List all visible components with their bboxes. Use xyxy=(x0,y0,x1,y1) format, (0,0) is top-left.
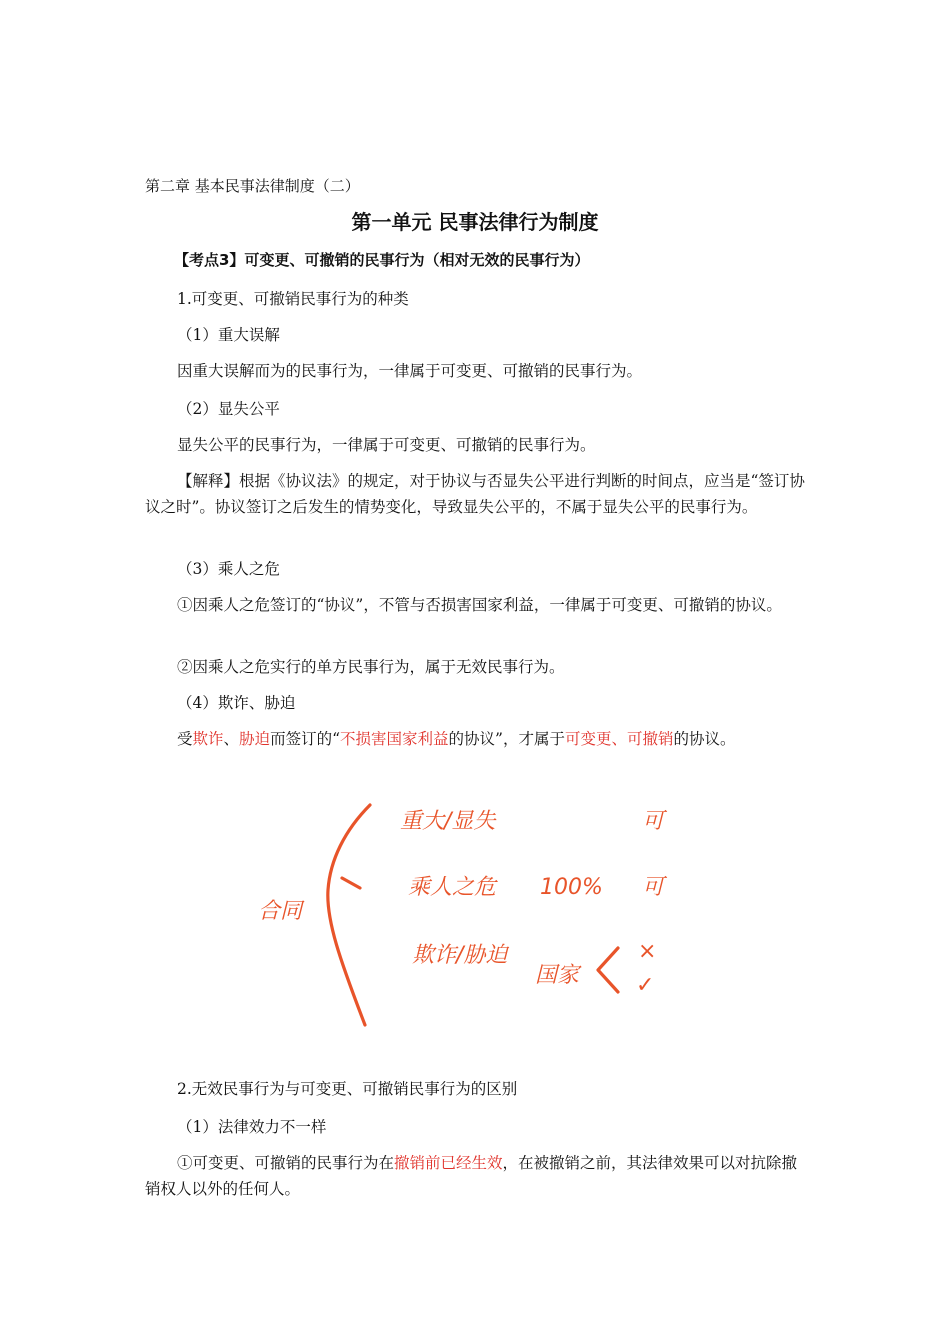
hand-row2-right: 可 xyxy=(642,875,665,900)
chapter-heading: 第二章 基本民事法律制度（二） xyxy=(145,177,360,195)
highlight-fraud: 欺诈 xyxy=(192,730,224,748)
brace-stroke xyxy=(328,805,370,1025)
handwritten-diagram xyxy=(250,790,690,1040)
text-segment: 、 xyxy=(223,730,240,748)
hand-row3-cross: × xyxy=(638,939,657,964)
s2-item1-text xyxy=(145,1150,810,1202)
text-segment: 的协议。 xyxy=(673,730,736,748)
hand-angle-bracket xyxy=(598,948,618,992)
highlight-voidable: 可变更、可撤销 xyxy=(564,730,674,748)
hand-row1-label: 重大/显失 xyxy=(400,809,496,834)
hand-left-label: 合同 xyxy=(258,899,303,924)
item3-heading: （3）乘人之危 xyxy=(177,560,280,578)
hand-row2-label: 乘人之危 xyxy=(408,875,497,900)
unit-title: 第一单元 民事法律行为制度 xyxy=(351,210,599,234)
s2-item1-heading: （1）法律效力不一样 xyxy=(177,1118,327,1136)
highlight-effective-before: 撤销前已经生效 xyxy=(394,1154,503,1172)
item3-point-a: ①因乘人之危签订的“协议”，不管与否损害国家利益，一律属于可变更、可撤销的协议。 xyxy=(177,596,782,614)
kaodian-heading: 【考点3】可变更、可撤销的民事行为（相对无效的民事行为） xyxy=(174,251,590,269)
section2-heading: 2.无效民事行为与可变更、可撤销民事行为的区别 xyxy=(177,1080,518,1098)
brace-tick xyxy=(342,878,360,888)
hand-row3-label: 欺诈/胁迫 xyxy=(412,943,508,968)
text-segment: 而签订的“ xyxy=(270,730,340,748)
item2-text: 显失公平的民事行为，一律属于可变更、可撤销的民事行为。 xyxy=(177,436,596,454)
highlight-no-harm-state: 不损害国家利益 xyxy=(340,730,449,748)
text-segment: ①可变更、可撤销的民事行为在 xyxy=(177,1154,395,1172)
item1-heading: （1）重大误解 xyxy=(177,326,280,344)
hand-row2-mid: 100% xyxy=(540,875,603,900)
highlight-duress: 胁迫 xyxy=(239,730,271,748)
explanation-paragraph: 【解释】根据《协议法》的规定，对于协议与否显失公平进行判断的时间点，应当是“签订协议之时”。协议签订之后发生的情势变化，导致显失公平的，不属于显失公平的民事行为。 xyxy=(145,472,805,516)
item4-text xyxy=(145,726,810,752)
text-segment: 的协议”，才属于 xyxy=(448,730,565,748)
item4-heading: （4）欺诈、胁迫 xyxy=(177,694,296,712)
item3-point-b: ②因乘人之危实行的单方民事行为，属于无效民事行为。 xyxy=(177,658,565,676)
text-segment: ，在被撤销之前，其法律效果可以对抗除撤销权人以外的任何人。 xyxy=(145,1154,798,1198)
hand-row3-check: ✓ xyxy=(636,973,655,998)
section1-heading: 1.可变更、可撤销民事行为的种类 xyxy=(177,290,409,308)
hand-row3-mid: 国家 xyxy=(535,963,580,988)
hand-row1-right: 可 xyxy=(642,809,665,834)
text-segment: 受 xyxy=(177,730,193,748)
item1-text: 因重大误解而为的民事行为，一律属于可变更、可撤销的民事行为。 xyxy=(177,362,643,380)
item2-heading: （2）显失公平 xyxy=(177,400,280,418)
